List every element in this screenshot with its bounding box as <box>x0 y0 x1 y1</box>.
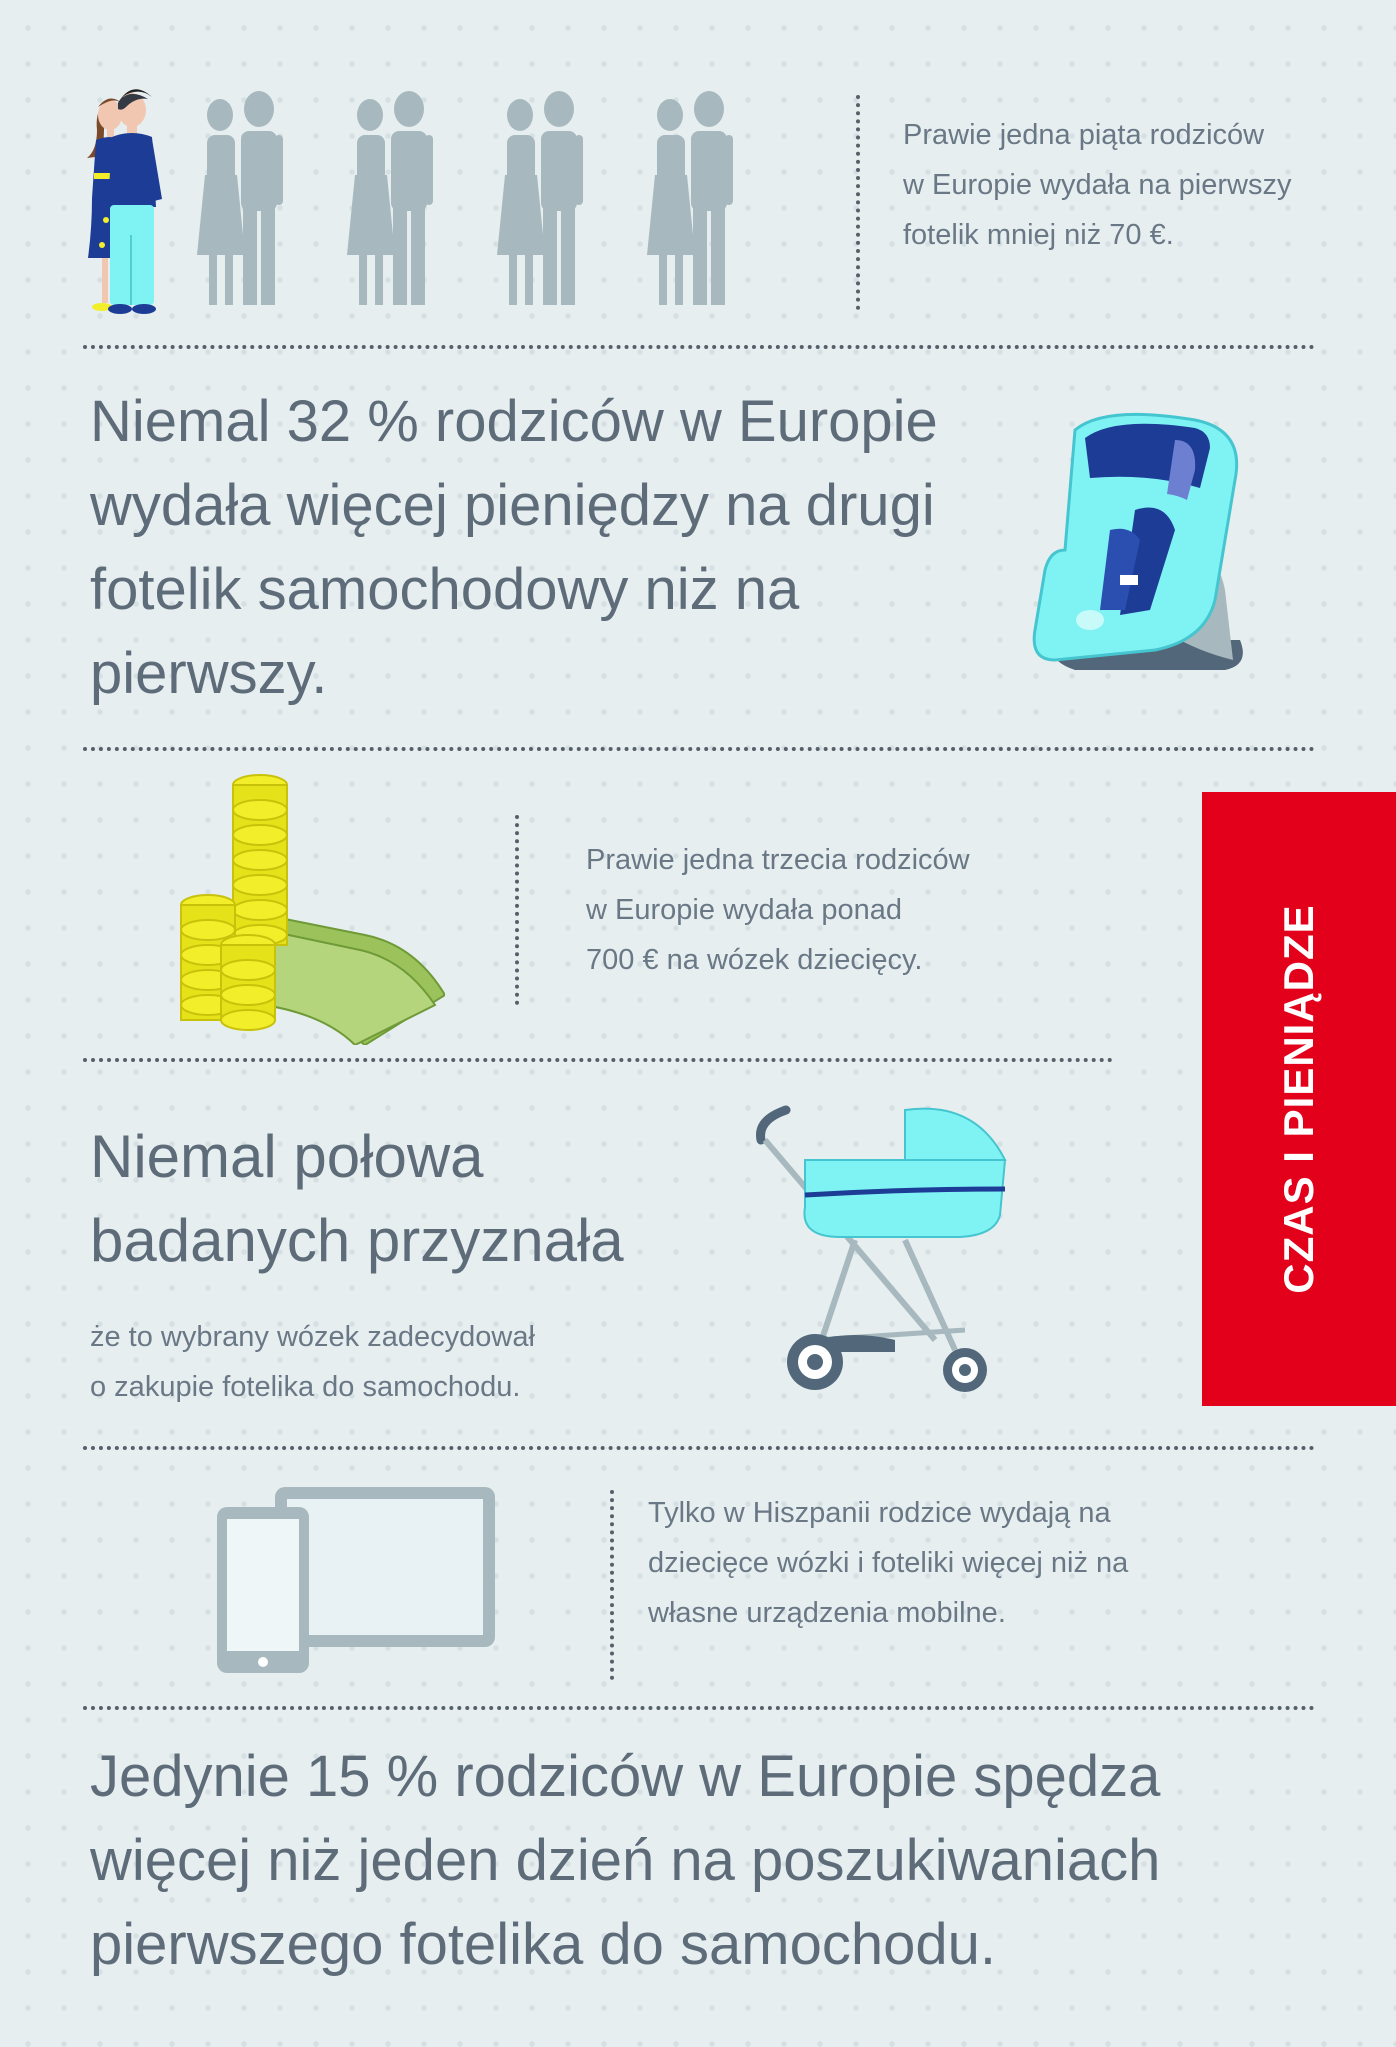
parents-couple-icon <box>80 85 800 315</box>
money-illustration <box>170 765 445 1045</box>
car-seat-illustration <box>1025 410 1255 680</box>
phone-and-tablet-icon <box>215 1485 500 1675</box>
stat-text-4-line: o zakupie fotelika do samochodu. <box>90 1371 521 1403</box>
stat-text-1-line: fotelik mniej niż 70 €. <box>903 219 1174 251</box>
divider-horizontal-3 <box>83 1058 1113 1062</box>
stat-heading-4-line: Niemal połowa <box>90 1123 484 1190</box>
stat-heading-2 <box>90 380 938 716</box>
stat-heading-2-line: fotelik samochodowy niż na <box>90 557 800 622</box>
stat-heading-2-line: wydała więcej pieniędzy na drugi <box>90 473 935 538</box>
stat-text-5-line: Tylko w Hiszpanii rodzice wydają na <box>648 1497 1111 1529</box>
divider-horizontal-2 <box>83 747 1315 751</box>
stroller-icon <box>755 1100 1015 1400</box>
stat-text-5-line: dziecięce wózki i foteliki więcej niż na <box>648 1547 1129 1579</box>
stat-text-1-line: w Europie wydała na pierwszy <box>903 169 1292 201</box>
stat-text-5-line: własne urządzenia mobilne. <box>648 1597 1006 1629</box>
stat-text-3 <box>586 835 970 985</box>
stat-heading-4 <box>90 1115 624 1283</box>
divider-horizontal-4 <box>83 1446 1315 1450</box>
stat-text-1 <box>903 110 1291 260</box>
stat-heading-4-line: badanych przyznała <box>90 1207 624 1274</box>
people-figures <box>80 85 800 315</box>
car-seat-icon <box>1025 410 1255 680</box>
stat-text-4 <box>90 1312 535 1412</box>
category-banner-label: CZAS I PIENIĄDZE <box>1275 904 1322 1294</box>
divider-vertical-1 <box>856 95 860 310</box>
stat-heading-6-line: więcej niż jeden dzień na poszukiwaniach <box>90 1828 1161 1893</box>
stat-text-4-line: że to wybrany wózek zadecydował <box>90 1321 535 1353</box>
divider-horizontal-1 <box>83 345 1315 349</box>
stroller-illustration <box>755 1100 1015 1400</box>
stat-heading-6 <box>90 1735 1160 1987</box>
divider-vertical-5 <box>610 1490 614 1680</box>
stat-heading-2-line: Niemal 32 % rodziców w Europie <box>90 389 938 454</box>
divider-horizontal-5 <box>83 1706 1315 1710</box>
stat-text-1-line: Prawie jedna piąta rodziców <box>903 119 1265 151</box>
stat-heading-6-line: pierwszego fotelika do samochodu. <box>90 1912 996 1977</box>
stat-heading-2-line: pierwszy. <box>90 641 328 706</box>
stat-text-3-line: w Europie wydała ponad <box>586 894 902 926</box>
devices-illustration <box>215 1485 500 1675</box>
category-banner <box>1202 792 1396 1406</box>
stat-text-3-line: Prawie jedna trzecia rodziców <box>586 844 970 876</box>
divider-vertical-3 <box>515 815 519 1005</box>
coins-and-banknotes-icon <box>170 765 445 1045</box>
stat-text-5 <box>648 1488 1128 1638</box>
stat-text-3-line: 700 € na wózek dziecięcy. <box>586 944 923 976</box>
stat-heading-6-line: Jedynie 15 % rodziców w Europie spędza <box>90 1744 1161 1809</box>
